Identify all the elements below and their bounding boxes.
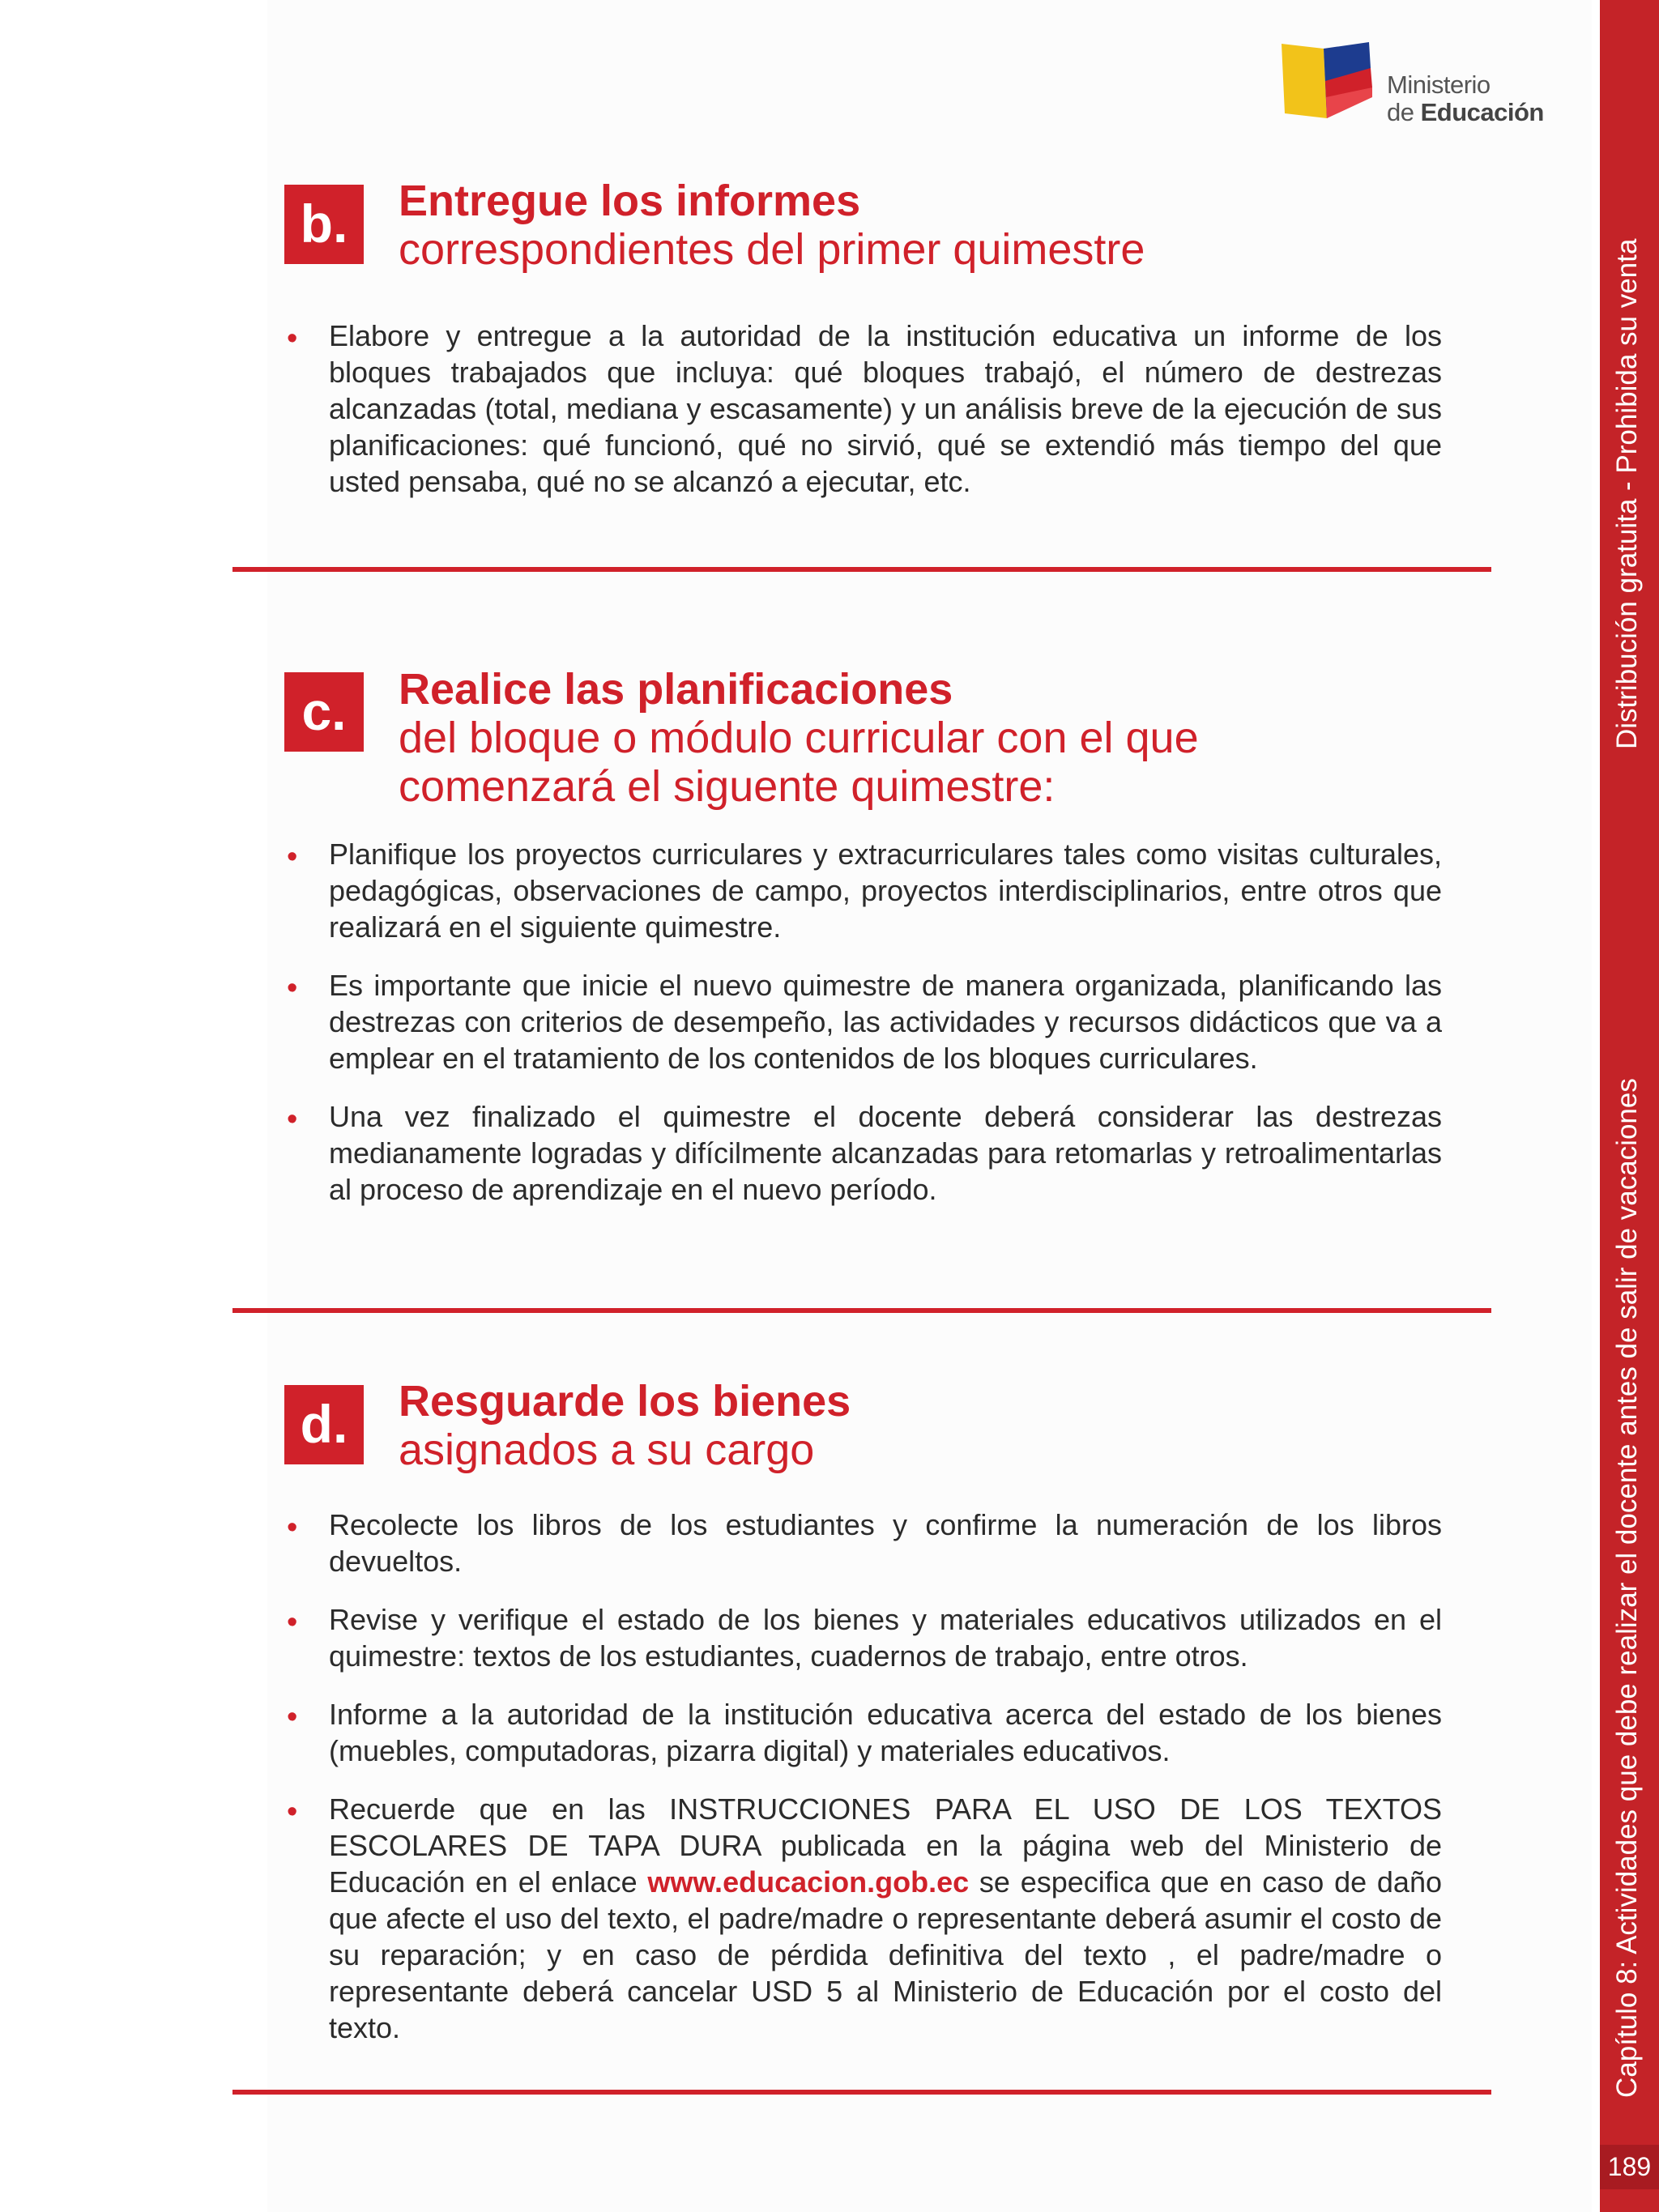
section-title-bold: Realice las planificaciones [399, 665, 953, 714]
side-band-text [1600, 0, 1659, 2212]
list-item: • Una vez finalizado el quimestre el docente deberá considerar las destrezas medianamente logradas y difícilmente alcanzadas para retomarlas y retroalimentarlas al proceso de aprendizaje en el nuevo período. [287, 1100, 1442, 1206]
list-item: • Revise y verifique el estado de los bienes y materiales educativos utilizados en el quimestre: textos de los estudiantes, cuadernos de trabajo, entre otros. [287, 1603, 1442, 1673]
section-letter-d: d. [284, 1385, 364, 1464]
ministerio-website-link[interactable]: www.educacion.gob.ec [647, 1865, 970, 1899]
logo-line-1: Ministerio [1387, 70, 1491, 99]
list-item: • Planifique los proyectos curriculares y extracurriculares tales como visitas culturales, pedagógicas, observaciones de campo, proyectos interdisciplinarios, entre otros que realizará en el siguiente quimestre. [287, 837, 1442, 944]
bullet-icon: • [287, 1700, 298, 1734]
section-divider [232, 2090, 1491, 2095]
bullet-icon: • [287, 971, 298, 1005]
section-letter-c: c. [284, 672, 364, 752]
page-number: 189 [1600, 2145, 1659, 2189]
bullet-list-c [284, 836, 1442, 1230]
list-item: • Informe a la autoridad de la institución educativa acerca del estado de los bienes (muebles, computadoras, pizarra digital) y materiales educativos. [287, 1698, 1442, 1767]
section-divider [232, 567, 1491, 572]
logo-text [1387, 71, 1544, 126]
section-title-d [399, 1377, 851, 1474]
bullet-icon: • [287, 1605, 298, 1639]
section-title-c [399, 665, 1290, 811]
list-item: • Elabore y entregue a la autoridad de la institución educativa un informe de los bloques trabajados que incluya: qué bloques trabajó, el número de destrezas alcanzadas (total, mediana y escasamente) y un análisis breve de la ejecución de sus planificaciones: qué funcionó, qué no sirvió, qué se extendió más tiempo del que usted pensaba, qué no se alcanzó a ejecutar, etc. [287, 319, 1442, 498]
section-title-bold: Entregue los informes [399, 177, 861, 225]
list-item: • Es importante que inicie el nuevo quimestre de manera organizada, planificando las destrezas con criterios de desempeño, las actividades y recursos didácticos que va a emplear en el tratamiento de los contenidos de los bloques curriculares. [287, 969, 1442, 1075]
bullet-icon: • [287, 1102, 298, 1136]
bullet-icon: • [287, 1511, 298, 1545]
section-title-bold: Resguarde los bienes [399, 1377, 851, 1426]
list-item: • Recolecte los libros de los estudiantes y confirme la numeración de los libros devueltos. [287, 1508, 1442, 1578]
chapter-title: Capítulo 8: Actividades que debe realizar el docente antes de salir de vacaciones [1611, 1078, 1643, 2098]
flag-book-icon [1280, 40, 1385, 121]
bullet-icon: • [287, 1795, 298, 1829]
section-letter-b: b. [284, 185, 364, 264]
section-title-sub: correspondientes del primer quimestre [399, 225, 1145, 274]
bullet-list-d [284, 1507, 1442, 2068]
list-item: • Recuerde que en las INSTRUCCIONES PARA EL USO DE LOS TEXTOS ESCOLARES DE TAPA DURA publicada en la página web del Ministerio de Educación en el enlace www.educacion.gob.ec se especifica que en caso de daño que afecte el uso del texto, el padre/madre o representante deberá asumir el costo de su reparación; y en caso de pérdida definitiva del texto , el padre/madre o representante deberá cancelar USD 5 al Ministerio de Educación por el costo del texto. [287, 1792, 1442, 2044]
bullet-icon: • [287, 840, 298, 874]
bullet-icon: • [287, 322, 298, 356]
logo-line-2: de Educación [1387, 98, 1544, 126]
bullet-list-b [284, 318, 1442, 522]
section-divider [232, 1308, 1491, 1313]
section-title-sub: asignados a su cargo [399, 1426, 815, 1474]
distribution-notice: Distribución gratuita - Prohibida su venta [1611, 238, 1643, 749]
section-title-sub: del bloque o módulo curricular con el que comenzará el siguente quimestre: [399, 714, 1199, 811]
section-title-b [399, 177, 1145, 274]
ministerio-logo [1280, 40, 1547, 130]
